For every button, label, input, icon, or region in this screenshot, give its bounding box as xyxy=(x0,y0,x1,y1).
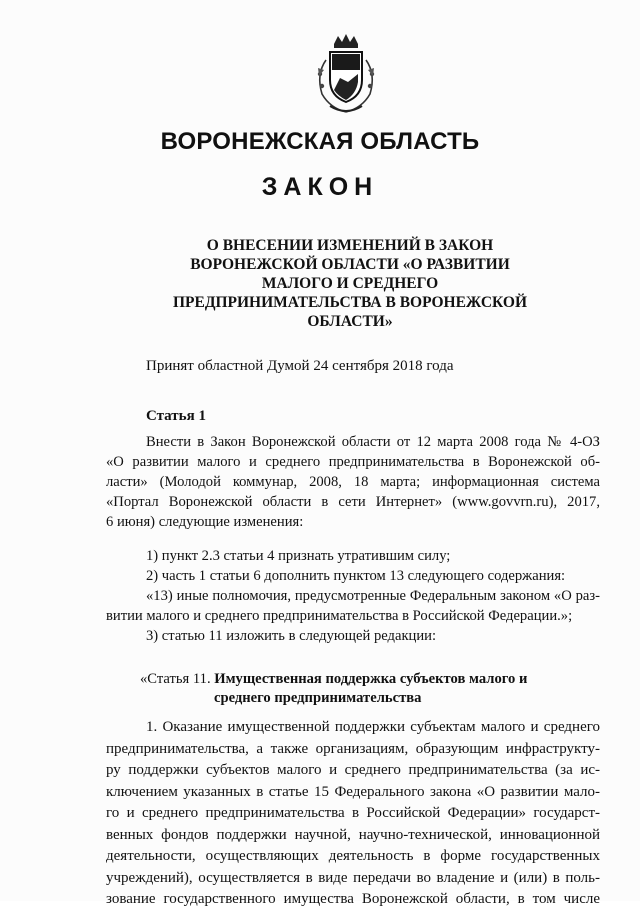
amendment-item: «13) иные полномочия, предусмотренные Федеральным законом «О раз- xyxy=(146,588,600,604)
amendment-item: 1) пункт 2.3 статьи 4 признать утратившим силу; xyxy=(146,548,451,564)
spacer xyxy=(106,646,600,670)
amendment-item: витии малого и среднего предпринимательства в Российской Федерации.»; xyxy=(106,608,573,624)
paragraph-line: деятельности, осуществляющих деятельность в форме государственных xyxy=(106,848,600,864)
spacer xyxy=(106,532,600,546)
paragraph-line: ру поддержки субъектов малого и среднего предпринимательства (за ис- xyxy=(106,762,600,778)
article-11-title: Имущественная поддержка субъектов малого и xyxy=(214,671,528,687)
law-title-line: МАЛОГО И СРЕДНЕГО xyxy=(261,275,439,292)
article-11-paragraph-1 xyxy=(106,717,600,911)
paragraph-line: учреждений), осуществляется в виде передачи во владение и (или) в поль- xyxy=(106,869,600,886)
paragraph-line: ключением указанных в статье 15 Федерального закона «О развитии мало- xyxy=(106,783,600,800)
adoption-statement: Принят областной Думой 24 сентября 2018 года xyxy=(146,358,454,374)
spacer xyxy=(106,707,600,717)
law-title-line: ПРЕДПРИНИМАТЕЛЬСТВА В ВОРОНЕЖСКОЙ xyxy=(172,294,528,311)
amendment-item: 2) часть 1 статьи 6 дополнить пунктом 13 следующего содержания: xyxy=(146,568,566,584)
paragraph-line: зование государственного имущества Воронежской области, в том числе xyxy=(106,891,600,907)
paragraph-line: «Портал Воронежской области в сети Интернет» (www.govvrn.ru), 2017, xyxy=(106,494,600,510)
paragraph-line: го и среднего предпринимательства в Российской Федерации» государст- xyxy=(106,805,600,821)
region-title: ВОРОНЕЖСКАЯ ОБЛАСТЬ xyxy=(160,128,480,155)
paragraph-line: венных фондов поддержки научной, научно-технической, инновационной xyxy=(106,826,600,843)
document-body xyxy=(106,432,600,911)
paragraph-line: 6 июня) следующие изменения: xyxy=(106,514,304,530)
law-title-line: ОБЛАСТИ» xyxy=(307,313,393,330)
document-type-heading: ЗАКОН xyxy=(261,173,379,201)
amendment-item: 3) статью 11 изложить в следующей редакции: xyxy=(146,628,437,644)
law-title-line: ВОРОНЕЖСКОЙ ОБЛАСТИ «О РАЗВИТИИ xyxy=(190,256,510,273)
paragraph-line: 1. Оказание имущественной поддержки субъектам малого и среднего xyxy=(146,719,600,735)
paragraph-line: «О развитии малого и среднего предпринимательства в Воронежской об- xyxy=(106,454,600,470)
article-11-heading xyxy=(106,670,600,689)
article-11-title-line2: среднего предпринимательства xyxy=(214,690,422,706)
article-1-heading: Статья 1 xyxy=(146,408,206,424)
paragraph-line: Внести в Закон Воронежской области от 12 марта 2008 года № 4-ОЗ xyxy=(146,434,600,450)
article-11-prefix: «Статья 11. xyxy=(140,671,215,687)
paragraph-line: ласти» (Молодой коммунар, 2008, 18 марта; информационная система xyxy=(106,474,600,490)
paragraph-line: предпринимательства, а также организациям, образующим инфраструкту- xyxy=(106,740,600,757)
law-title-line: О ВНЕСЕНИИ ИЗМЕНЕНИЙ В ЗАКОН xyxy=(206,237,494,254)
law-title xyxy=(140,236,560,331)
coat-of-arms-emblem xyxy=(300,30,392,122)
